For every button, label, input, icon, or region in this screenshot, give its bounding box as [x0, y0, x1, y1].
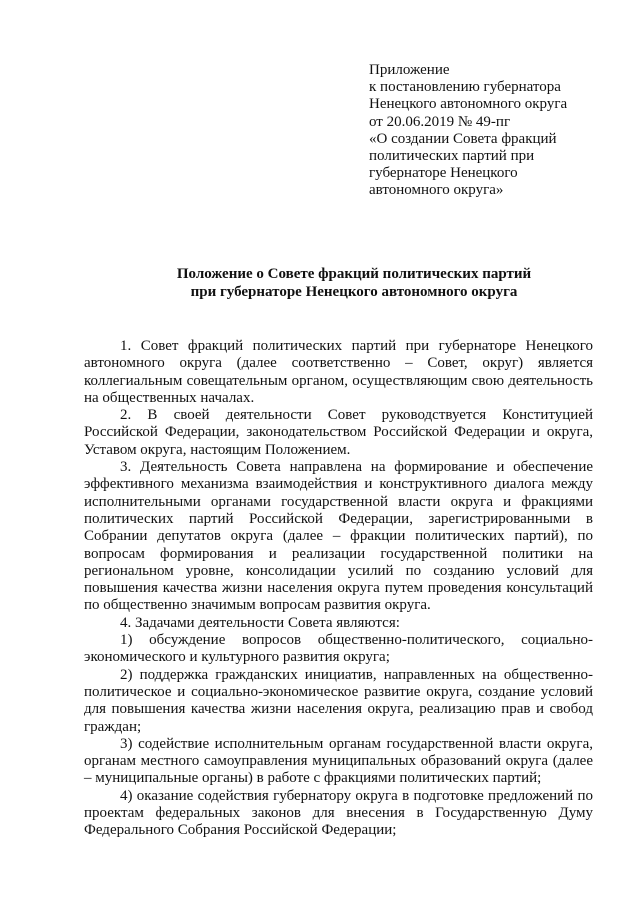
task-item-4: 4) оказание содействия губернатору округа в подготовке предложений по проектам федеральных законов для внесения в Государственную Думу Федерального Собрания Российской Федерации; — [84, 787, 593, 839]
paragraph-3: 3. Деятельность Совета направлена на формирование и обеспечение эффективного механизма взаимодействия и конструктивного диалога между исполнительными органами государственной власти округа и фракциями политических партий Российской Федерации, зарегистрированными в Собрании депутатов округа (далее – фракции политических партий), по вопросам формирования и реализации государственной политики на региональном уровне, консолидации усилий по созданию условий для повышения качества жизни населения округа путем проведения консультаций по общественно значимым вопросам развития округа. — [84, 459, 593, 614]
title-line-1: Положение о Совете фракций политических партий — [176, 266, 532, 282]
task-item-3: 3) содействие исполнительным органам государственной власти округа, органам местного самоуправления муниципальных образований округа (далее – муниципальные органы) в работе с фракциями политических партий; — [84, 735, 593, 787]
title-line-2: при губернаторе Ненецкого автономного округа — [190, 284, 518, 300]
appendix-line: политических партий при — [369, 148, 535, 165]
document-title — [84, 265, 624, 301]
paragraph-1: 1. Совет фракций политических партий при губернаторе Ненецкого автономного округа (далее соответственно – Совет, округ) является коллегиальным совещательным органом, осуществляющим свою деятельность на общественных началах. — [84, 338, 593, 406]
appendix-line: от 20.06.2019 № 49-пг — [369, 113, 511, 130]
appendix-line: автономного округа» — [369, 182, 504, 199]
appendix-line: «О создании Совета фракций — [369, 130, 557, 147]
appendix-line: Ненецкого автономного округа — [369, 96, 568, 113]
appendix-line: губернаторе Ненецкого — [369, 165, 518, 182]
paragraph-2: 2. В своей деятельности Совет руководствуется Конституцией Российской Федерации, законодательством Российской Федерации и округа, Уставом округа, настоящим Положением. — [84, 407, 593, 458]
appendix-header — [369, 62, 619, 200]
appendix-line: к постановлению губернатора — [369, 79, 561, 96]
appendix-line: Приложение — [369, 62, 450, 78]
document-body — [84, 338, 593, 840]
task-item-1: 1) обсуждение вопросов общественно-политического, социально-экономического и культурного развития округа; — [84, 632, 593, 666]
paragraph-4: 4. Задачами деятельности Совета являются: — [120, 614, 400, 631]
task-item-2: 2) поддержка гражданских инициатив, направленных на общественно-политическое и социально-экономическое развитие округа, создание условий для повышения качества жизни населения округа, реализацию прав и свобод граждан; — [84, 666, 593, 735]
